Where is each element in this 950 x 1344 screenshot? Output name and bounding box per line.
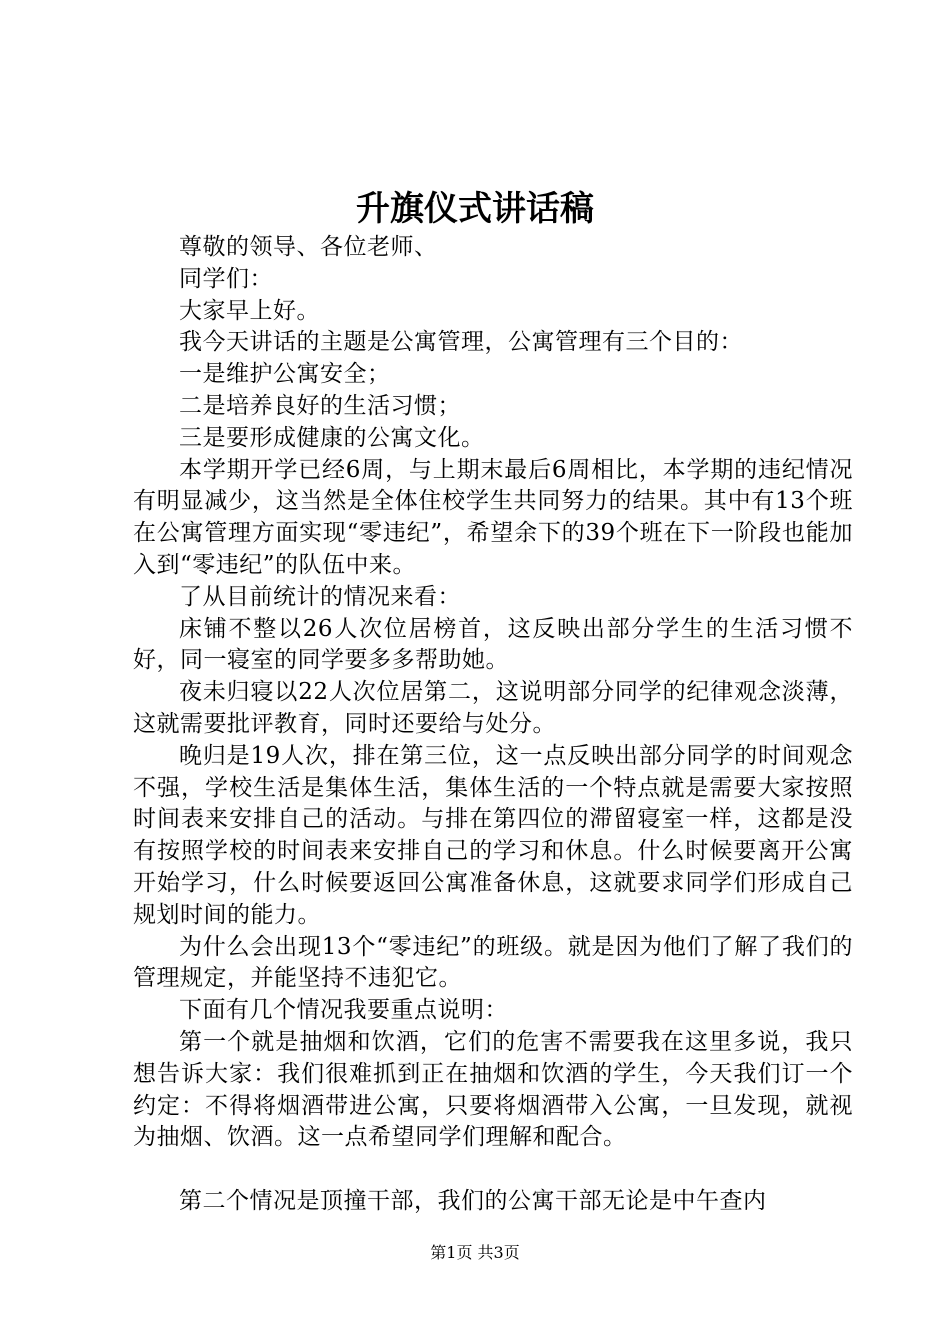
body-paragraph: 床铺不整以26人次位居榜首，这反映出部分学生的生活习惯不好，同一寝室的同学要多多帮助她。 xyxy=(133,615,853,674)
purpose-line: 三是要形成健康的公寓文化。 xyxy=(179,424,485,451)
topic-line: 我今天讲话的主题是公寓管理，公寓管理有三个目的： xyxy=(179,329,743,356)
purpose-line: 一是维护公寓安全； xyxy=(179,361,391,388)
body-paragraph: 晚归是19人次，排在第三位，这一点反映出部分同学的时间观念不强，学校生活是集体生活，集体生活的一个特点就是需要大家按照时间表来安排自己的活动。与排在第四位的滞留寝室一样，这都是没有按照学校的时间表来安排自己的学习和休息。什么时候要离开公寓开始学习，什么时候要返回公寓准备休息，这就要求同学们形成自己规划时间的能力。 xyxy=(133,742,853,928)
body-paragraph: 下面有几个情况我要重点说明： xyxy=(179,997,508,1024)
body-paragraph: 夜未归寝以22人次位居第二，这说明部分同学的纪律观念淡薄，这就需要批评教育，同时还要给与处分。 xyxy=(133,679,853,737)
page-footer: 第1页 共3页 xyxy=(430,1243,520,1262)
body-paragraph: 第二个情况是顶撞干部，我们的公寓干部无论是中午查内 xyxy=(179,1187,767,1214)
body-paragraph: 第一个就是抽烟和饮酒，它们的危害不需要我在这里多说，我只想告诉大家：我们很难抓到正在抽烟和饮酒的学生，今天我们订一个约定：不得将烟酒带进公寓，只要将烟酒带入公寓，一旦发现，就视为抽烟、饮酒。这一点希望同学们理解和配合。 xyxy=(133,1028,853,1151)
paragraph-gap xyxy=(133,1154,853,1186)
body-paragraph: 为什么会出现13个“零违纪”的班级。就是因为他们了解了我们的管理规定，并能坚持不违犯它。 xyxy=(133,933,853,992)
greeting-line: 尊敬的领导、各位老师、 xyxy=(179,234,438,260)
document-body xyxy=(133,232,853,1218)
body-paragraph: 本学期开学已经6周，与上期末最后6周相比，本学期的违纪情况有明显减少，这当然是全体住校学生共同努力的结果。其中有13个班在公寓管理方面实现“零违纪”，希望余下的39个班在下一阶段也能加入到“零违纪”的队伍中来。 xyxy=(133,456,853,578)
document-title: 升旗仪式讲话稿 xyxy=(356,189,594,229)
body-paragraph: 了从目前统计的情况来看： xyxy=(179,583,461,610)
purpose-line: 二是培养良好的生活习惯； xyxy=(179,392,461,419)
greeting-line: 大家早上好。 xyxy=(179,297,320,324)
greeting-line: 同学们： xyxy=(179,265,273,292)
